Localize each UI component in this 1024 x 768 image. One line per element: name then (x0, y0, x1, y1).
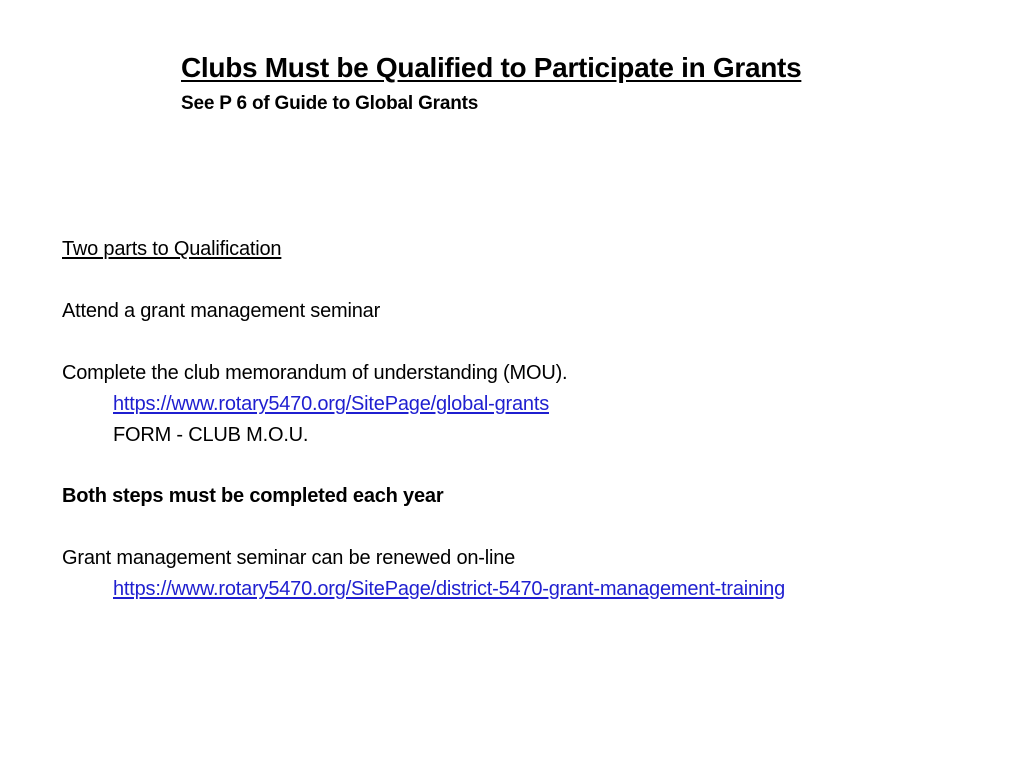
step-two-text: Complete the club memorandum of understanding (MOU). (62, 362, 568, 384)
annual-requirement-note: Both steps must be completed each year (62, 485, 444, 507)
slide-title: Clubs Must be Qualified to Participate in Grants (181, 52, 802, 83)
slide-subtitle: See P 6 of Guide to Global Grants (181, 93, 479, 114)
mou-link[interactable]: https://www.rotary5470.org/SitePage/global-grants (113, 393, 550, 415)
section-heading: Two parts to Qualification (62, 238, 282, 260)
mou-form-label: FORM - CLUB M.O.U. (113, 424, 309, 446)
training-link[interactable]: https://www.rotary5470.org/SitePage/district-5470-grant-management-training (113, 578, 786, 600)
step-one-text: Attend a grant management seminar (62, 300, 381, 322)
renewal-text: Grant management seminar can be renewed on-line (62, 547, 516, 569)
